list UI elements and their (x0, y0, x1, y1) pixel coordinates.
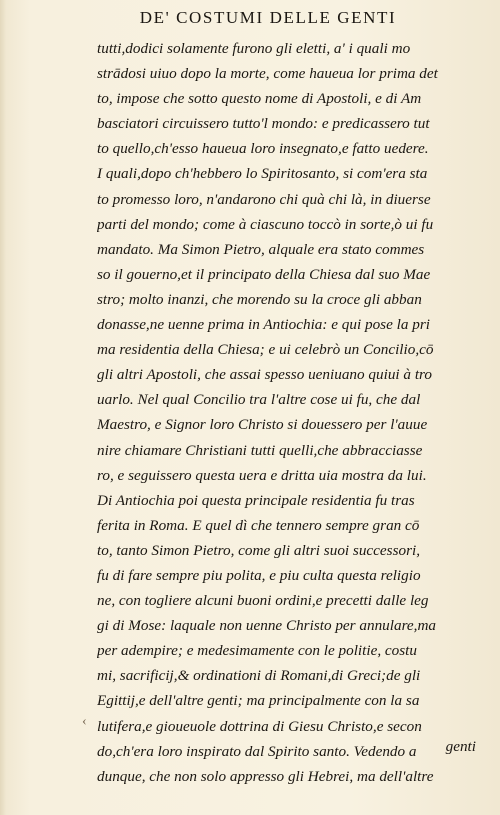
text-line: I quali,dopo ch'hebbero lo Spiritosanto, si com'era sta (97, 165, 428, 183)
text-line: to, impose che sotto questo nome di Apostoli, e di Am (97, 90, 422, 108)
text-line: per adempire; e medesimamente con le politie, costu (97, 642, 417, 660)
page-gutter (0, 0, 6, 815)
text-line: parti del mondo; come à ciascuno toccò in sorte,ò ui fu (97, 215, 434, 233)
text-line: nire chiamare Christiani tutti quelli,che abbracciasse (97, 441, 423, 459)
text-line: strādosi uiuo dopo la morte, come haueua lor prima det (97, 65, 438, 83)
catchword: genti (445, 738, 476, 755)
text-line: to quello,ch'esso haueua loro insegnato,e fatto uedere. (97, 140, 429, 158)
margin-mark: ‹ (82, 714, 87, 729)
text-line: Egittij,e dell'altre genti; ma principalmente con la sa (97, 692, 420, 710)
text-line: mi, sacrificij,& ordinationi di Romani,di Greci;de gli (97, 667, 421, 685)
text-line: lutifera,e gioueuole dottrina di Giesu Christo,e secon (97, 717, 422, 735)
text-line: to, tanto Simon Pietro, come gli altri suoi successori, (97, 541, 420, 559)
body-text (97, 36, 481, 789)
text-line: tutti,dodici solamente furono gli eletti, a' i quali mo (97, 40, 411, 57)
text-line: so il gouerno,et il principato della Chiesa dal suo Mae (97, 265, 431, 283)
text-line: uarlo. Nel qual Concilio tra l'altre cose ui fu, che dal (97, 391, 421, 409)
text-line: do,ch'era loro inspirato dal Spirito santo. Vedendo a (97, 742, 417, 760)
text-line: to promesso loro, n'andarono chi quà chi là, in diuerse (97, 190, 431, 208)
text-line: basciatori circuissero tutto'l mondo: e predicassero tut (97, 115, 430, 133)
text-line: donasse,ne uenne prima in Antiochia: e qui pose la pri (97, 316, 430, 334)
text-line: gi di Mose: laquale non uenne Christo per annulare,ma (97, 617, 437, 635)
text-line: mandato. Ma Simon Pietro, alquale era stato commes (97, 240, 425, 258)
text-line: dunque, che non solo appresso gli Hebrei, ma dell'altre (97, 767, 434, 785)
text-line: ferita in Roma. E quel dì che tennero sempre gran cō (97, 516, 420, 534)
text-line: stro; molto inanzi, che morendo su la croce gli abban (97, 290, 422, 308)
text-line: fu di fare sempre piu polita, e piu culta questa religio (97, 566, 421, 584)
text-line: ro, e seguissero questa uera e dritta uia mostra da lui. (97, 466, 427, 484)
text-line: ma residentia della Chiesa; e ui celebrò un Concilio,cō (97, 341, 434, 359)
running-header: DE' COSTUMI DELLE GENTI (139, 8, 397, 27)
text-line: gli altri Apostoli, che assai spesso ueniuano quiui à tro (97, 366, 432, 384)
text-line: Di Antiochia poi questa principale residentia fu tras (97, 491, 415, 509)
text-line: ne, con togliere alcuni buoni ordini,e precetti dalle leg (97, 592, 429, 610)
text-line: Maestro, e Signor loro Christo si douessero per l'auue (97, 416, 428, 434)
